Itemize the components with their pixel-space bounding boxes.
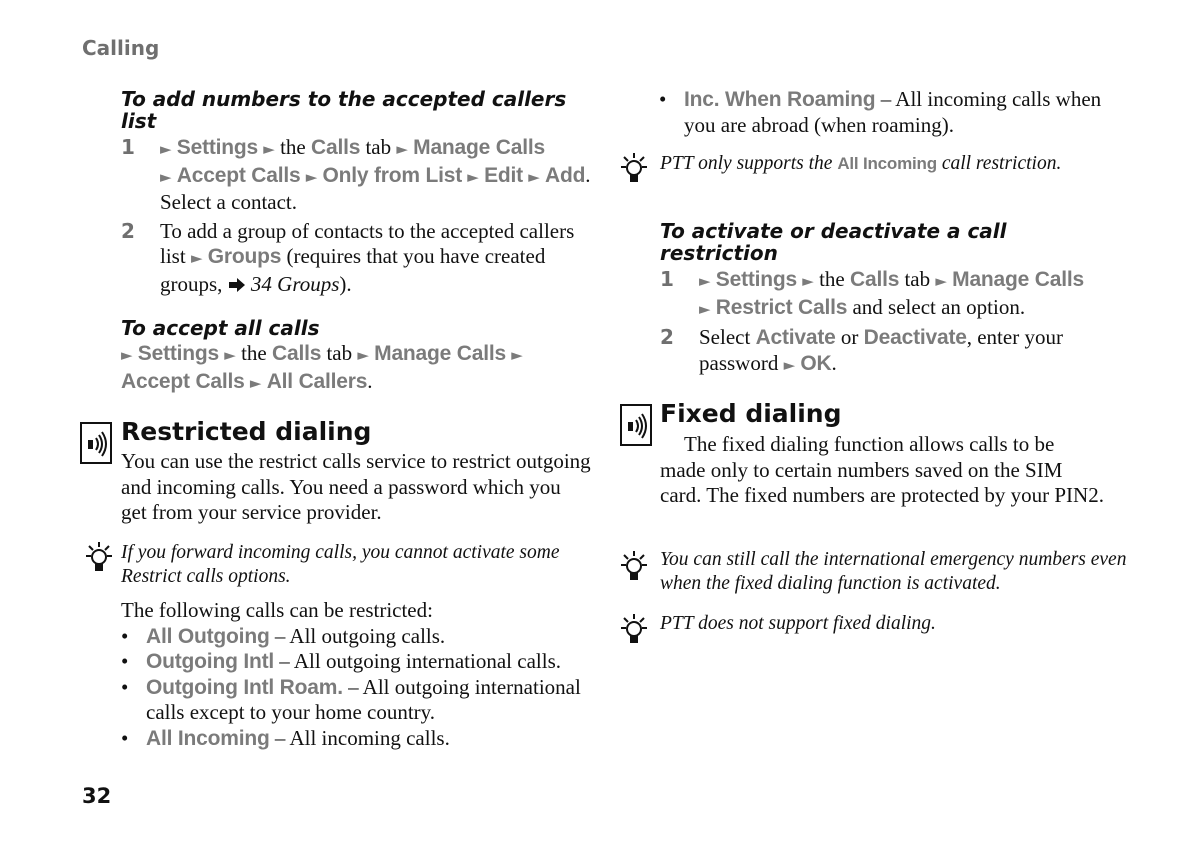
menu-accept-calls: Accept Calls xyxy=(121,369,245,393)
menu-arrow: ► xyxy=(160,140,172,158)
menu-arrow: ► xyxy=(511,346,523,364)
cross-reference: 34 Groups xyxy=(250,271,340,296)
list-desc: – All outgoing international calls except to your home country. xyxy=(146,674,581,724)
section-header: Calling xyxy=(82,36,160,60)
list-term: Outgoing Intl xyxy=(146,650,275,673)
list-term: All Outgoing xyxy=(146,624,270,648)
menu-settings: Settings xyxy=(137,342,220,365)
add-numbers-heading: To add numbers to the accepted callers list xyxy=(121,87,567,133)
menu-calls: Calls xyxy=(850,268,900,291)
text: call restriction. xyxy=(941,153,1062,174)
restricted-note: If you forward incoming calls, you cannot activate some Restrict calls options. xyxy=(121,542,560,587)
text: tab xyxy=(904,267,931,291)
menu-arrow: ► xyxy=(190,249,203,267)
menu-all-callers: All Callers xyxy=(266,369,368,393)
ptt-note xyxy=(660,152,1120,176)
menu-arrow: ► xyxy=(699,299,711,318)
list-desc: – All outgoing calls. xyxy=(274,623,446,648)
tip-bulb-icon xyxy=(621,551,647,581)
menu-arrow: ► xyxy=(396,140,408,158)
menu-arrow: ► xyxy=(802,272,814,290)
activate-step-1 xyxy=(660,267,1110,322)
menu-add: Add xyxy=(545,163,586,187)
list-item xyxy=(121,624,591,650)
restricted-dialing-heading: Restricted dialing xyxy=(121,417,372,446)
text: , enter your password xyxy=(699,325,1063,375)
tip-bulb-icon xyxy=(621,153,647,183)
text: the xyxy=(280,135,306,159)
menu-edit: Edit xyxy=(484,163,523,187)
menu-arrow: ► xyxy=(121,346,133,364)
menu-activate: Activate xyxy=(755,326,836,349)
menu-arrow: ► xyxy=(249,373,262,392)
menu-manage-calls: Manage Calls xyxy=(374,342,506,365)
text: Select a contact. xyxy=(160,190,298,214)
menu-manage-calls: Manage Calls xyxy=(413,136,545,159)
menu-calls: Calls xyxy=(272,342,322,365)
text: ). xyxy=(339,271,352,296)
list-term: All Incoming xyxy=(146,726,270,750)
menu-accept-calls: Accept Calls xyxy=(176,163,301,187)
menu-manage-calls: Manage Calls xyxy=(952,268,1084,291)
menu-arrow: ► xyxy=(263,140,275,158)
menu-settings: Settings xyxy=(715,268,798,291)
menu-arrow: ► xyxy=(160,167,172,186)
list-item xyxy=(659,87,1109,138)
menu-calls: Calls xyxy=(311,136,361,159)
tip-bulb-icon xyxy=(621,614,647,644)
page-number: 32 xyxy=(82,784,112,808)
menu-arrow: ► xyxy=(224,346,236,364)
activate-block xyxy=(660,220,1110,378)
list-term: Outgoing Intl Roam. xyxy=(146,675,343,699)
fixed-dialing-heading: Fixed dialing xyxy=(660,399,842,428)
fixed-note-2: PTT does not support fixed dialing. xyxy=(660,613,936,634)
activate-step-2 xyxy=(660,325,1110,378)
restricted-list-block xyxy=(121,598,591,751)
reference-arrow-icon xyxy=(228,278,246,292)
text: Select xyxy=(699,325,751,349)
step-number: 1 xyxy=(660,267,674,291)
activate-heading: To activate or deactivate a call restriction xyxy=(660,219,1007,265)
text: and select an option. xyxy=(852,294,1026,319)
add-numbers-step-2 xyxy=(121,219,591,298)
fixed-note-1: You can still call the international emergency numbers even when the fixed dialing function is activated. xyxy=(660,549,1127,594)
menu-arrow: ► xyxy=(699,272,711,290)
menu-arrow: ► xyxy=(935,272,947,290)
menu-arrow: ► xyxy=(783,355,796,374)
text: . xyxy=(831,350,837,375)
menu-arrow: ► xyxy=(528,167,540,186)
text: . xyxy=(585,162,591,187)
text: To add a group of contacts to the accepted callers list xyxy=(160,218,575,268)
accept-all-heading: To accept all calls xyxy=(121,316,320,340)
menu-groups: Groups xyxy=(207,245,282,268)
add-numbers-step-1 xyxy=(121,135,591,216)
text: (requires that you have created groups, xyxy=(160,244,546,296)
right-column-top xyxy=(659,87,1109,138)
step-number: 2 xyxy=(121,218,135,243)
restricted-dialing-para: You can use the restrict calls service to restrict outgoing and incoming calls. You need a password which you get from your service provider. xyxy=(121,449,591,524)
menu-arrow: ► xyxy=(357,346,369,364)
text: PTT only supports the xyxy=(660,153,833,174)
step-number: 1 xyxy=(121,135,135,159)
menu-all-incoming: All Incoming xyxy=(837,154,937,173)
list-item xyxy=(121,649,591,675)
menu-deactivate: Deactivate xyxy=(863,326,967,349)
text: tab xyxy=(365,135,392,159)
menu-only-from-list: Only from List xyxy=(322,163,463,187)
step-number: 2 xyxy=(660,325,674,349)
list-item xyxy=(121,675,591,726)
menu-settings: Settings xyxy=(176,136,259,159)
accept-all-path xyxy=(121,341,591,396)
menu-restrict-calls: Restrict Calls xyxy=(715,295,848,319)
fixed-dialing-para: The fixed dialing function allows calls to be made only to certain numbers saved on the SIM card. The fixed numbers are protected by your PIN2. xyxy=(660,432,1104,507)
text: the xyxy=(241,341,267,365)
menu-arrow: ► xyxy=(305,167,318,186)
list-desc: – All outgoing international calls. xyxy=(279,649,561,673)
list-term: Inc. When Roaming xyxy=(684,88,876,111)
text: or xyxy=(840,325,859,349)
list-desc: – All incoming calls. xyxy=(274,725,450,750)
network-service-icon xyxy=(80,422,112,464)
list-desc: – All incoming calls when you are abroad (when roaming). xyxy=(684,87,1102,137)
list-item xyxy=(121,726,591,752)
tip-bulb-icon xyxy=(86,542,112,572)
text: tab xyxy=(326,341,353,365)
restricted-intro: The following calls can be restricted: xyxy=(121,598,433,622)
text: . xyxy=(367,368,373,393)
network-service-icon xyxy=(620,404,652,446)
menu-ok: OK xyxy=(800,351,832,375)
text: the xyxy=(819,267,845,291)
menu-arrow: ► xyxy=(467,167,479,186)
left-column xyxy=(121,88,591,396)
